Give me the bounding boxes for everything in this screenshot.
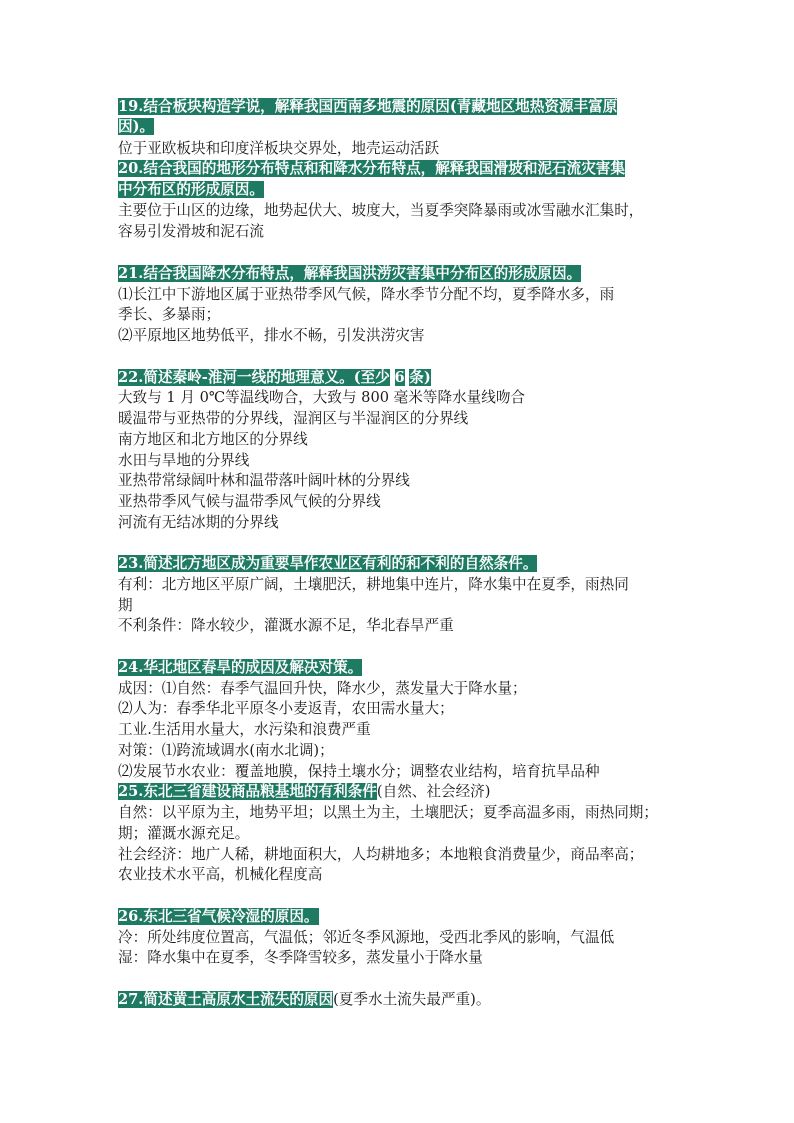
question-19-title-cont: 因)。 — [118, 118, 155, 135]
question-19-title: 19.结合板块构造学说，解释我国西南多地震的原因(青藏地区地热资源丰富原 — [118, 98, 618, 115]
answer-line: ⑵发展节水农业：覆盖地膜，保持土壤水分；调整农业结构，培育抗旱品种 — [118, 763, 600, 780]
question-21-title: 21.结合我国降水分布特点，解释我国洪涝灾害集中分布区的形成原因。 — [118, 265, 582, 282]
answer-line: 水田与旱地的分界线 — [118, 452, 250, 469]
question-25-title: 25.东北三省建设商品粮基地的有利条件(自然、社会经济) — [118, 783, 491, 800]
answer-line: 有利：北方地区平原广阔，土壤肥沃，耕地集中连片，降水集中在夏季，雨热同 — [118, 576, 629, 593]
question-23-title: 23.简述北方地区成为重要旱作农业区有利的和不利的自然条件。 — [118, 555, 538, 572]
answer-line: 容易引发滑坡和泥石流 — [118, 223, 264, 240]
answer-line: ⑵平原地区地势低平，排水不畅，引发洪涝灾害 — [118, 327, 425, 344]
answer-line: ⑴长江中下游地区属于亚热带季风气候，降水季节分配不均，夏季降水多，雨 — [118, 286, 615, 303]
question-27-title: 27.简述黄土高原水土流失的原因(夏季水土流失最严重)。 — [118, 991, 491, 1008]
answer-line: 对策：⑴跨流域调水(南水北调)； — [118, 742, 334, 759]
answer-line: 农业技术水平高，机械化程度高 — [118, 866, 323, 883]
question-26-title: 26.东北三省气候冷湿的原因。 — [118, 908, 319, 925]
answer-line: 季长、多暴雨； — [118, 306, 221, 323]
question-20-title-cont: 中分布区的形成原因。 — [118, 181, 264, 198]
answer-line: 主要位于山区的边缘，地势起伏大、坡度大，当夏季突降暴雨或冰雪融水汇集时， — [118, 202, 644, 219]
answer-line: 亚热带常绿阔叶林和温带落叶阔叶林的分界线 — [118, 472, 410, 489]
answer-line: 暖温带与亚热带的分界线，湿润区与半湿润区的分界线 — [118, 410, 469, 427]
answer-line: 自然：以平原为主，地势平坦；以黑土为主，土壤肥沃；夏季高温多雨，雨热同期； — [118, 804, 658, 821]
answer-line: 亚热带季风气候与温带季风气候的分界线 — [118, 493, 381, 510]
answer-line: 湿：降水集中在夏季，冬季降雪较多，蒸发量小于降水量 — [118, 949, 483, 966]
question-20-title: 20.结合我国的地形分布特点和和降水分布特点，解释我国滑坡和泥石流灾害集 — [118, 160, 625, 177]
answer-line: 南方地区和北方地区的分界线 — [118, 431, 308, 448]
answer-line: 不利条件：降水较少，灌溉水源不足，华北春旱严重 — [118, 617, 454, 634]
answer-line: ⑵人为：春季华北平原冬小麦返青，农田需水量大； — [118, 700, 454, 717]
answer-line: 成因：⑴自然：春季气温回升快，降水少，蒸发量大于降水量； — [118, 680, 527, 697]
answer-line: 河流有无结冰期的分界线 — [118, 514, 279, 531]
answer-line: 大致与 1 月 0℃等温线吻合，大致与 800 毫米等降水量线吻合 — [118, 389, 526, 406]
answer-line: 冷：所处纬度位置高，气温低；邻近冬季风源地，受西北季风的影响，气温低 — [118, 929, 615, 946]
question-24-title: 24.华北地区春旱的成因及解决对策。 — [118, 659, 363, 676]
question-22-title: 22.简述秦岭-淮河一线的地理意义。(至少 6 条) — [118, 369, 431, 386]
answer-line: 期；灌溉水源充足。 — [118, 825, 250, 842]
answer-line: 社会经济：地广人稀，耕地面积大，人均耕地多；本地粮食消费量少，商品率高； — [118, 846, 644, 863]
answer-line: 位于亚欧板块和印度洋板块交界处，地壳运动活跃 — [118, 140, 440, 157]
answer-line: 期 — [118, 597, 133, 614]
answer-line: 工业.生活用水量大，水污染和浪费严重 — [118, 721, 371, 738]
